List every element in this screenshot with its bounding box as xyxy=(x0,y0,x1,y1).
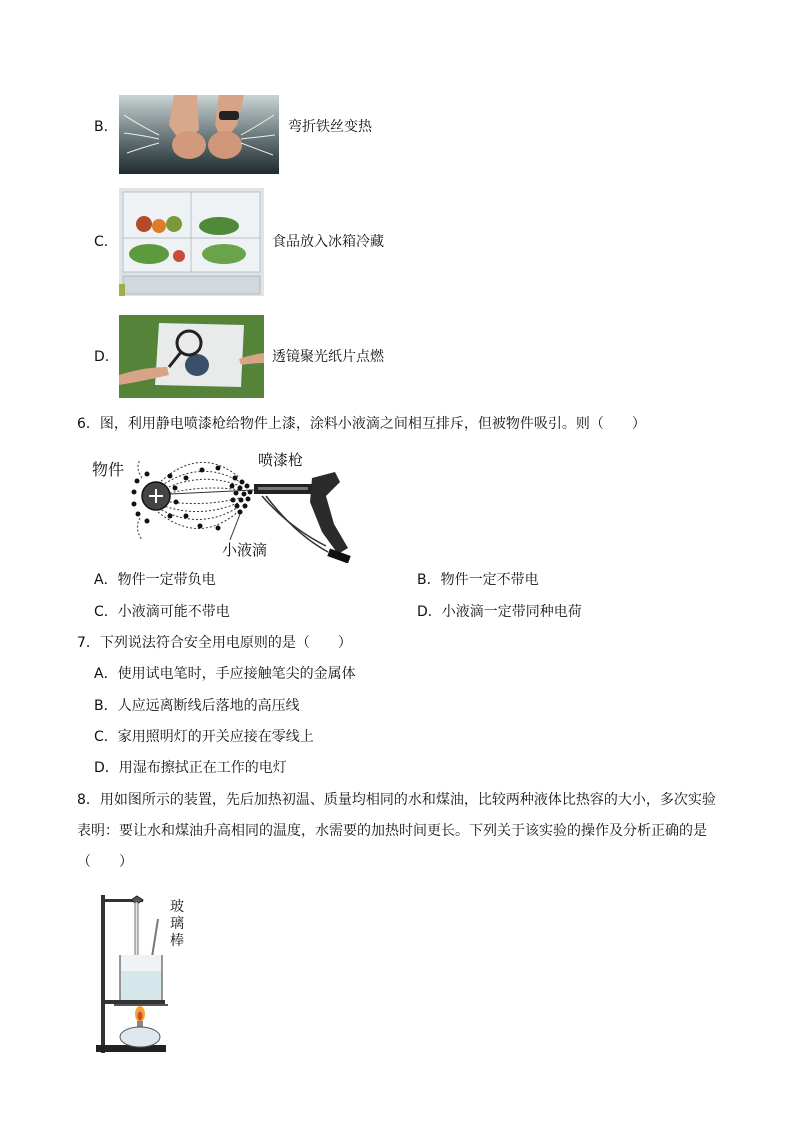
fridge-photo xyxy=(119,188,264,296)
q6-stem: 6．图，利用静电喷漆枪给物件上漆，涂料小液滴之间相互排斥，但被物件吸引。则（ ） xyxy=(77,416,646,432)
glass-rod-label xyxy=(170,899,186,950)
q7-option-d[interactable]: D．用湿布擦拭正在工作的电灯 xyxy=(94,760,287,776)
bending-wire-photo xyxy=(119,95,279,174)
q8-heating-apparatus xyxy=(90,885,210,1060)
q8-stem-line1: 8．用如图所示的装置，先后加热初温、质量均相同的水和煤油，比较两种液体比热容的大小，多次实验 xyxy=(77,792,716,808)
object-label: 物件 xyxy=(92,460,125,479)
q6-option-d[interactable]: D．小液滴一定带同种电荷 xyxy=(417,604,582,620)
option-d-text: 透镜聚光纸片点燃 xyxy=(272,349,384,365)
q6-figure xyxy=(90,448,360,563)
option-b-text: 弯折铁丝变热 xyxy=(288,119,372,135)
glass-rod-label-char-2: 璃 xyxy=(170,916,184,932)
glass-rod-label-char-1: 玻 xyxy=(170,899,184,915)
q7-option-a[interactable]: A．使用试电笔时，手应接触笔尖的金属体 xyxy=(94,666,356,682)
q7-stem: 7．下列说法符合安全用电原则的是（ ） xyxy=(77,635,352,651)
glass-rod-label-char-3: 棒 xyxy=(170,933,184,949)
option-c-text: 食品放入冰箱冷藏 xyxy=(272,234,384,250)
droplet-label: 小液滴 xyxy=(222,541,268,559)
option-b-label: B. xyxy=(94,119,109,135)
q7-option-b[interactable]: B．人应远离断线后落地的高压线 xyxy=(94,698,300,714)
q8-stem-line2: 表明：要让水和煤油升高相同的温度，水需要的加热时间更长。下列关于该实验的操作及分析正确的是 xyxy=(77,823,707,839)
q8-stem-line3: （ ） xyxy=(77,854,133,870)
q7-option-c[interactable]: C．家用照明灯的开关应接在零线上 xyxy=(94,729,314,745)
q6-option-b[interactable]: B．物件一定不带电 xyxy=(417,572,539,588)
spray-gun-label: 喷漆枪 xyxy=(258,451,304,469)
q6-option-a[interactable]: A．物件一定带负电 xyxy=(94,572,216,588)
option-d-label: D. xyxy=(94,349,110,365)
lens-photo xyxy=(119,315,264,398)
option-c-label: C. xyxy=(94,234,109,250)
q6-option-c[interactable]: C．小液滴可能不带电 xyxy=(94,604,230,620)
